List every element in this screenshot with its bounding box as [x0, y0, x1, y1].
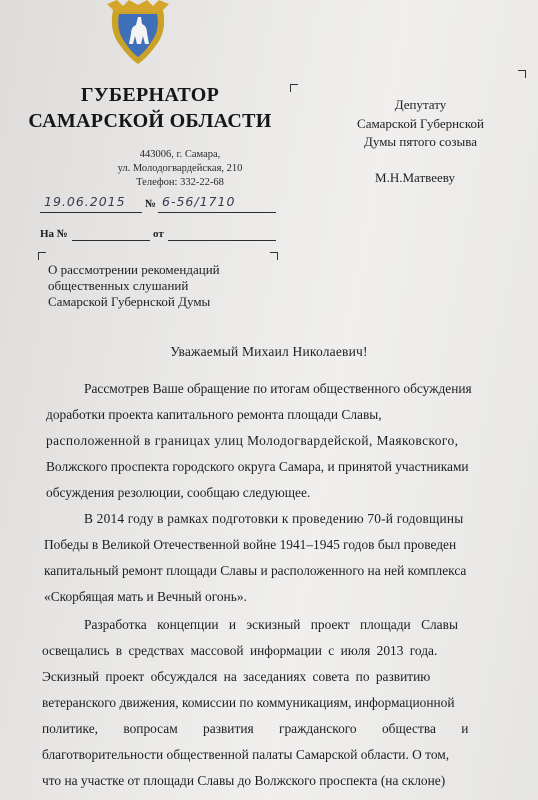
sender-address-street: ул. Молодогвардейская, 210	[117, 163, 243, 174]
number-sign: №	[145, 198, 157, 210]
paragraph-line: освещались в средствах массовой информации с июля 2013 года.	[42, 643, 438, 658]
subject-corner-right	[270, 252, 278, 260]
coat-of-arms-emblem	[105, 0, 171, 66]
paragraph-line: обсуждения резолюции, сообщаю следующее.	[46, 485, 311, 500]
paragraph-line: «Скорбящая мать и Вечный огонь».	[44, 589, 247, 604]
sender-address-city: 443006, г. Самара,	[139, 149, 221, 160]
subject-line: О рассмотрении рекомендаций	[48, 262, 220, 277]
date-underline	[40, 212, 142, 213]
paragraph-line: ветеранского движения, комиссии по коммуникациям, информационной	[42, 695, 455, 710]
reply-date-label: от	[153, 228, 164, 240]
paragraph-line: что на участке от площади Славы до Волжского проспекта (на склоне)	[42, 773, 446, 788]
addressee-name: М.Н.Матвееву	[375, 170, 455, 185]
subject-line: общественных слушаний	[48, 278, 189, 293]
paragraph-line: В 2014 году в рамках подготовки к проведению 70-й годовщины	[84, 511, 464, 526]
paragraph-line: Рассмотрев Ваше обращение по итогам общественного обсуждения	[84, 381, 472, 396]
paragraph-line: Победы в Великой Отечественной войне 1941–1945 годов был проведен	[44, 537, 457, 552]
paragraph-line: расположенной в границах улиц Молодогвардейской, Маяковского,	[46, 433, 459, 448]
paragraph-line: политике, вопросам развития гражданского общества и	[42, 721, 469, 736]
handwritten-reg-number: 6-56/1710	[162, 194, 236, 209]
addressee-corner-left	[290, 84, 298, 92]
paragraph-line: Разработка концепции и эскизный проект площади Славы	[84, 617, 458, 632]
addressee-corner-right	[518, 70, 526, 78]
paragraph-line: капитальный ремонт площади Славы и расположенного на ней комплекса	[44, 563, 467, 578]
paragraph-line: Волжского проспекта городского округа Самара, и принятой участниками	[46, 459, 469, 474]
sender-title-line1: ГУБЕРНАТОР	[80, 84, 220, 106]
reply-to-label: На №	[40, 228, 68, 240]
addressee-role: Депутату	[394, 97, 447, 112]
paragraph-line: благотворительности общественной палаты Самарской области. О том,	[42, 747, 450, 762]
reply-number-line	[72, 240, 150, 241]
sender-title-line2: САМАРСКОЙ ОБЛАСТИ	[28, 110, 272, 132]
number-underline	[158, 212, 276, 213]
paragraph-line: Эскизный проект обсуждался на заседаниях совета по развитию	[42, 669, 431, 684]
addressee-organization: Самарской Губернской	[357, 116, 484, 131]
subject-corner-left	[38, 252, 46, 260]
handwritten-date: 19.06.2015	[44, 194, 126, 209]
addressee-convocation: Думы пятого созыва	[364, 134, 477, 149]
subject-line: Самарской Губернской Думы	[48, 294, 211, 309]
subject-block	[48, 262, 220, 310]
salutation: Уважаемый Михаил Николаевич!	[170, 344, 368, 359]
paragraph-line: доработки проекта капитального ремонта площади Славы,	[46, 407, 382, 422]
reply-date-line	[168, 240, 276, 241]
sender-phone: Телефон: 332-22-68	[136, 177, 224, 188]
